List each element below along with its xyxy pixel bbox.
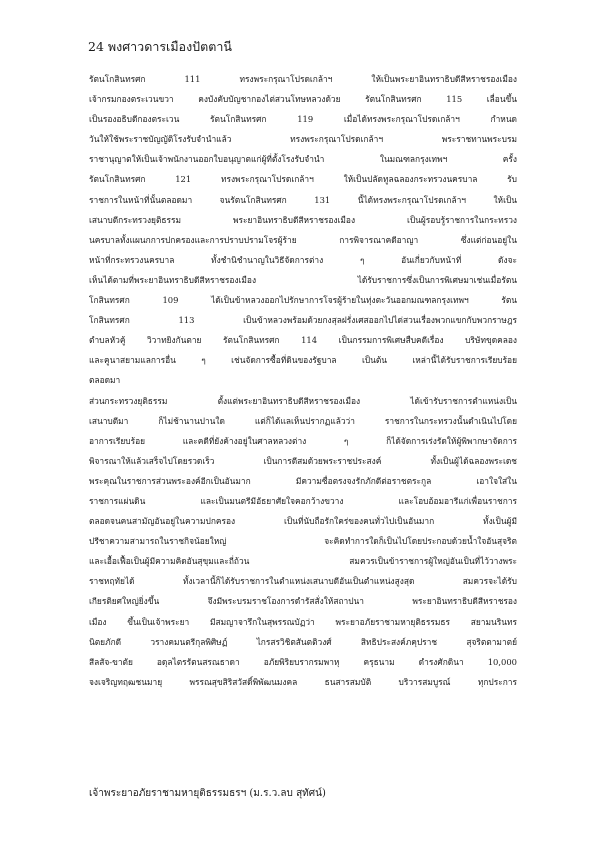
text-line: ตลอดจนคนสามัญอันอยู่ในความปกครอง เป็นที่นับถือรักใคร่ของคนทั่วไปเป็นอันมาก ทั้งเป็นผู้มี — [89, 516, 517, 527]
text-line: โกสินทรศก 113 เป็นข้าหลวงพร้อมด้วยกงสุลฝรั่งเศสออกไปได่สวนเรื่องพวกแขกกับพวกราษฎร — [89, 315, 517, 326]
text-line: ราชหฤทัยได้ ทั้งเวลานี้ก็ได้รับราชการในตำแหน่งเสนาบดีอันเป็นตำแหน่งสูงสุด สมควรจะได้รับ — [89, 576, 517, 587]
page-header: 24 พงศาวดารเมืองปัตตานี — [88, 39, 232, 54]
paragraph-1 — [89, 69, 517, 391]
text-line: รัตนโกสินทรศก 121 ทรงพระกรุณาโปรดเกล้าฯ ให้เป็นปลัดทูลฉลองกระทรวงนครบาล รับ — [89, 174, 517, 185]
paragraph-2 — [89, 391, 517, 692]
text-line: ปรีชาความสามารถในราชกิจน้อยใหญ่ จะคิดทำการใดก็เป็นไปโดยประกอบด้วยน้ำใจอันสุจริต — [89, 536, 517, 547]
text-line: อาการเรียบร้อย และคดีที่ยังค้างอยู่ในศาลหลวงต่าง ๆ ก็ได้จัดการเร่งรัดให้ผู้พิพากษาจัดการ — [89, 435, 517, 446]
page-footer: เจ้าพระยาอภัยราชามหายุติธรรมธรฯ (ม.ร.ว.ลบ สุทัศน์) — [89, 788, 326, 799]
text-line: รัตนโกสินทรศก 111 ทรงพระกรุณาโปรดเกล้าฯ ให้เป็นพระยาอินทราธิบดีสีหราชรองเมือง — [89, 74, 517, 84]
text-line: เจ้ากรมกองตระเวนขวา คงบังคับบัญชากองไต่สวนโทษหลวงด้วย รัตนโกสินทรศก 115 เลื่อนขึ้น — [89, 94, 517, 105]
text-line: และเอื้อเฟื้อเป็นผู้มีความคิดอันสุขุมและถี่ถ้วน สมควรเป็นข้าราชการผู้ใหญ่อันเป็นที่ไว้วางพระ — [89, 556, 517, 567]
text-line: วันให้ใช้พระราชบัญญัติโรงรับจำนำแล้ว ทรงพระกรุณาโปรดเกล้าฯ พระราชทานพระบรม — [89, 134, 517, 145]
text-line: ส่วนกระทรวงยุติธรรม ตั้งแต่พระยาอินทราธิบดีสีหราชรองเมือง ได้เข้ารับราชการตำแหน่งเป็น — [89, 395, 517, 406]
text-line: นครบาลทั้งแผนกการปกครองและการปราบปรามโจรผู้ร้าย การพิจารณาคดีอาญา ซึ่งแต่ก่อนอยู่ใน — [89, 234, 517, 245]
text-line: เมือง ขึ้นเป็นเจ้าพระยา มีสมญาจารึกในสุพรรณบัฏว่า พระยาอภัยราชามหายุติธรรมธร สยามนรินทร — [89, 616, 517, 627]
text-line: ราชการในหน้าที่นั้นตลอดมา จนรัตนโกสินทรศก 131 นี้ได้ทรงพระกรุณาโปรดเกล้าฯ ให้เป็น — [89, 194, 517, 205]
text-line: ราชการแผ่นดิน และเป็นมนตรีมีอัธยาศัยใจคอกว้างขวาง และโอบอ้อมอารีแก่เพื่อนราชการ — [89, 495, 517, 506]
text-line: โกสินทรศก 109 ได้เป็นข้าหลวงออกไปรักษาการโจรผู้ร้ายในทุ่งตะวันออกมณฑลกรุงเทพฯ รัตน — [89, 295, 517, 306]
text-line: นิตยภักดี วรางคมนตรีกุลพิศิษฏ์ ไกรสรวิชิตสันตติวงศ์ สิทธิประสงค์ภคุปราช สุจริตตามาตย์ — [89, 636, 517, 647]
text-line: สีลสัจ-ขาตัย อดุลไตรรัตนสรณธาดา อภัยพิริยบรากรมพาหุ ครุธนาม ดำรงศักดินา 10,000 — [89, 656, 517, 667]
text-line: ราชานุญาตให้เป็นเจ้าพนักงานออกใบอนุญาตแก่ผู้ที่ตั้งโรงรับจำนำ ในมณฑลกรุงเทพฯ ครั้ง — [89, 154, 517, 165]
text-line: เสนาบดีมา ก็ไม่ช้านานปานใด แต่ก็ได้แลเห็นปรากฏแล้วว่า ราชการในกระทรวงนั้นดำเนินไปโดย — [89, 415, 517, 426]
text-line: เกียรติยศใหญ่ยิ่งขึ้น จึงมีพระบรมราชโองการดำรัสสั่งให้สถาปนา พระยาอินทราธิบดีสีหราชรอง — [89, 596, 517, 607]
text-line: เสนาบดีกระทรวงยุติธรรม พระยาอินทราธิบดีสีหราชรองเมือง เป็นผู้รอบรู้ราชการในกระทรวง — [89, 214, 517, 225]
text-line: เป็นรองอธิบดีกองตระเวน รัตนโกสินทรศก 119 เมื่อได้ทรงพระกรุณาโปรดเกล้าฯ กำหนด — [89, 114, 517, 125]
text-line: จงเจริญทฤฒชนมายุ พรรณสุขสิริสวัสดิ์พิพัฒนมงคล ธนสารสมบัติ บริวารสมบูรณ์ ทุกประการ — [89, 676, 517, 687]
text-line: พิจารณาให้แล้วเสร็จไปโดยรวดเร็ว เป็นการดีสมด้วยพระราชประสงค์ ทั้งเป็นผู้ได้ฉลองพระเดช — [89, 455, 517, 466]
text-line: และคูนาสยามแลการอื่น ๆ เช่นจัดการซื้อที่ดินของรัฐบาล เป็นต้น เหล่านี้ได้รับราชการเรียบร้อย — [89, 355, 517, 366]
body-text — [89, 69, 517, 692]
text-line: พระคุณในราชการส่วนพระองค์อีกเป็นอันมาก มีความซื่อตรงจงรักภักดีต่อราชตระกูล เอาใจใส่ใน — [89, 475, 517, 486]
text-line: ตลอดมา — [89, 375, 121, 386]
text-line: เห็นได้ตามที่พระยาอินทราธิบดีสีหราชรองเมือง ได้รับราชการซึ่งเป็นการพิเศษมาเช่นเมื่อรัตน — [89, 274, 517, 285]
text-line: ตำบลหัวคู้ วิวาทยิงกันตาย รัตนโกสินทรศก 114 เป็นกรรมการพิเศษสืบคดีเรื่อง บริษัทขุดคลอง — [89, 335, 517, 346]
text-line: หน้าที่กระทรวงนครบาล ทั้งชำนิชำนาญในวิธีจัดการต่าง ๆ อันเกี่ยวกับหน้าที่ ดังจะ — [89, 254, 517, 265]
